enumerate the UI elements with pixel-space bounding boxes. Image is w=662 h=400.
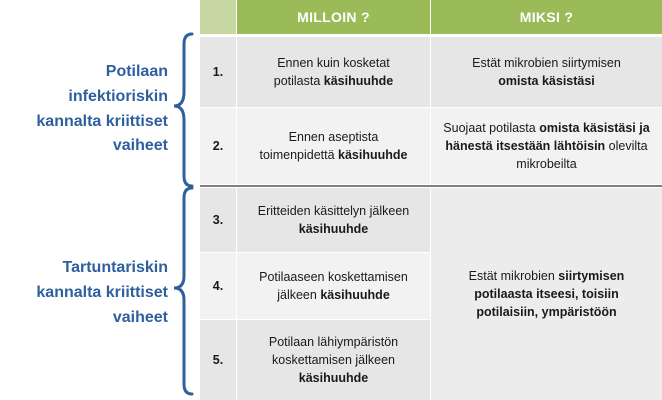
row-5-when-text: Potilaan lähiympäristön koskettamisen jälkeen [268,334,399,367]
row-2-when-bold: käsihuuhde [338,148,408,162]
row-3-when [237,188,430,252]
row-3-number: 3. [200,188,236,252]
group-label-infection-risk [0,60,168,159]
group-2-line-3: vaiheet [112,308,168,326]
group-1-line-3: kannalta kriittiset [36,112,168,130]
brace-group-2 [166,184,196,398]
row-2-when-text: Ennen aseptista toimenpidettä [259,129,379,162]
why-2-text-end: olevilta mikrobeilta [516,138,648,172]
row-4-number: 4. [200,253,236,319]
why-1-text: Estät mikrobien siirtymisen [472,55,621,70]
row-5-number: 5. [200,320,236,400]
row-2-why [431,108,662,184]
row-3-when-bold: käsihuuhde [298,222,369,236]
header-miksi: MIKSI ? [431,0,662,34]
row-3-when-text: Eritteiden käsittelyn jälkeen [257,203,410,218]
group-1-line-4: vaiheet [112,137,168,155]
group-1-line-2: infektioriskin [68,87,168,105]
header-blank-cell [200,0,236,34]
group-label-transmission-risk [0,256,168,330]
row-1-when-bold: käsihuuhde [323,74,394,88]
row-2-when [237,108,430,184]
brace-group-1 [166,30,196,190]
header-milloin: MILLOIN ? [237,0,430,34]
row-4-when-text: Potilaaseen koskettamisen jälkeen [259,269,408,302]
group-2-line-2: kannalta kriittiset [36,283,168,301]
why-3-bold: siirtymisen potilaasta itseesi, toisiin potilaisiin, ympäristöön [474,268,625,320]
why-2-text: Suojaat potilasta [443,120,540,135]
row-4-when [237,253,430,319]
why-2-bold: omista käsistäsi ja hänestä itsestään lähtöisin [445,120,650,153]
group-2-line-1: Tartuntariskin [62,259,168,276]
row-5-when-bold: käsihuuhde [298,371,369,386]
group-1-line-1: Potilaan [105,63,168,80]
why-1-bold: omista käsistäsi [498,74,595,88]
row-1-number: 1. [200,37,236,107]
why-merged-3-5 [431,188,662,400]
row-2-number: 2. [200,108,236,184]
why-3-text: Estät mikrobien [468,268,559,283]
row-1-when-text: Ennen kuin kosketat potilasta [273,55,390,88]
row-1-why [431,37,662,107]
group-divider [200,185,662,187]
row-1-when [237,37,430,107]
row-5-when [237,320,430,400]
row-4-when-bold: käsihuuhde [320,288,390,302]
